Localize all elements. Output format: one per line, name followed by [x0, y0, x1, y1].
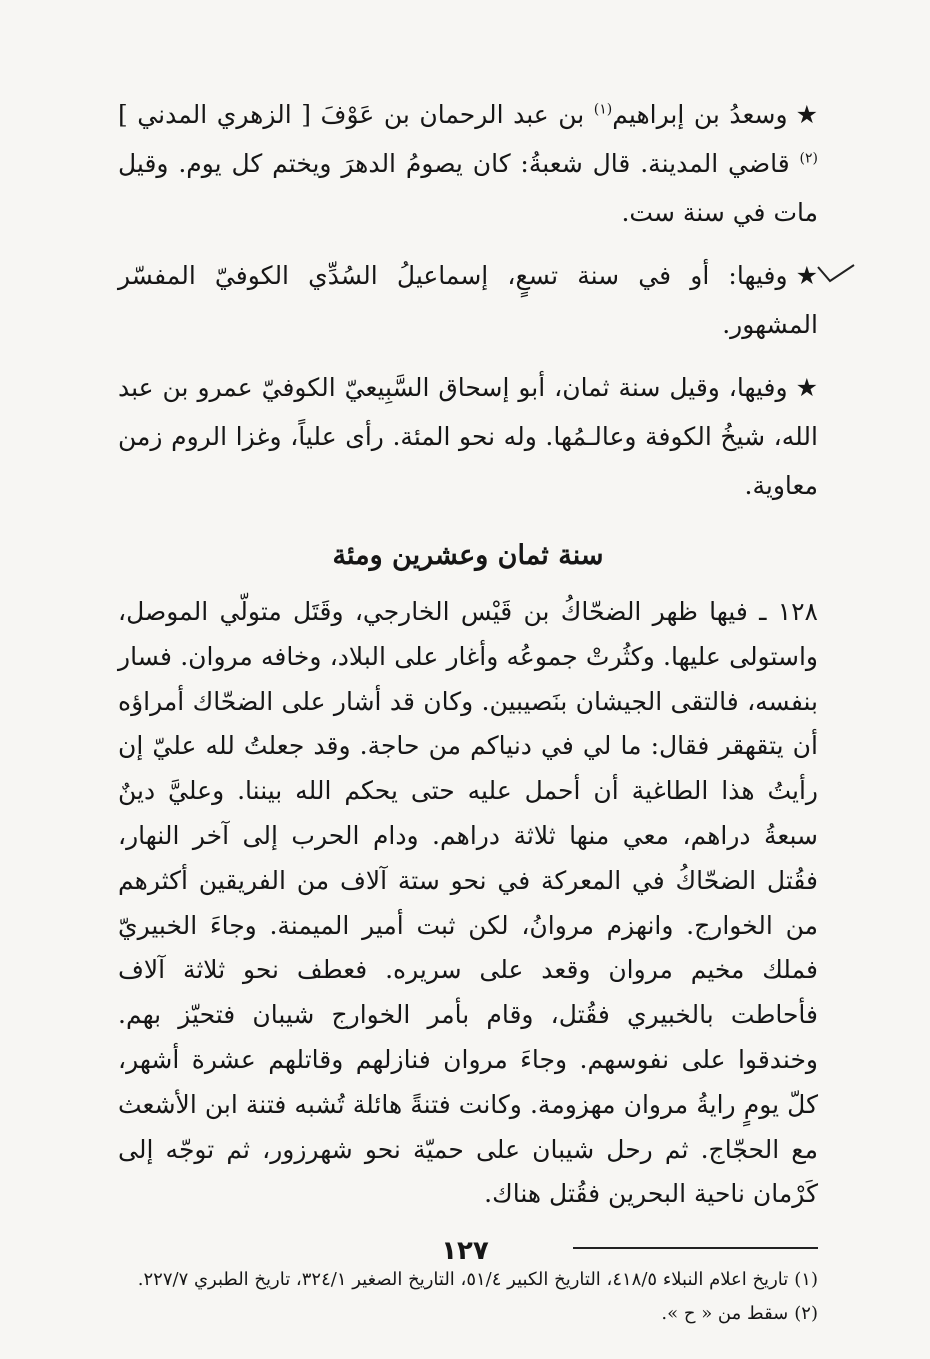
entry-text: وسعدُ بن إبراهيم: [612, 100, 788, 129]
footnote-2: [118, 1297, 818, 1331]
star-icon: ★: [795, 373, 818, 402]
biography-entry-saad: [118, 90, 818, 237]
margin-check-mark-icon: [816, 263, 856, 285]
footnote-ref-1[interactable]: (١): [593, 101, 613, 118]
entry-text: بن عبد الرحمان بن عَوْفَ [ الزهري المدني ]: [118, 100, 594, 129]
entry-text: قاضي المدينة. قال شعبةُ: كان يصومُ الدهرَ ويختم كل يوم. وقيل مات في سنة ست.: [118, 149, 818, 227]
footnote-1: [118, 1263, 818, 1297]
entry-text: وفيها، وقيل سنة ثمان، أبو إسحاق السَّبِيعيّ الكوفيّ عمرو بن عبد الله، شيخُ الكوفة وعالـمُها. وله نحو المئة. رأى علياً، وغزا الروم زمن معاوية.: [118, 373, 818, 500]
star-icon: ★: [795, 100, 818, 129]
biography-entry-suddi: [118, 251, 818, 349]
star-icon: ★: [795, 261, 818, 290]
footnote-ref-2[interactable]: (٢): [799, 150, 818, 167]
entry-text: وفيها: أو في سنة تسعٍ، إسماعيلُ السُدِّي الكوفيّ المفسّر المشهور.: [118, 261, 818, 339]
footnotes: [118, 1263, 818, 1331]
footnote-text: سقط من « ح ».: [661, 1303, 789, 1325]
year-128-paragraph: ١٢٨ ـ فيها ظهر الضحّاكُ بن قَيْس الخارجي، وقَتَل متولّي الموصل، واستولى عليها. وكثُرتْ جموعُه وأغار على البلاد، وخافه مروان. فسار بنفسه، فالتقى الجيشان بنَصيبين. وكان قد أشار على الضحّاك أمراؤه أن يتقهقر فقال: ما لي في دنياكم من حاجة. وقد جعلتُ لله عليّ إن رأيتُ هذا الطاغية أن أحمل عليه حتى يحكم الله بيننا. وعليَّ دينٌ سبعةُ دراهم، معي منها ثلاثة دراهم. ودام الحرب إلى آخر النهار، فقُتل الضحّاكُ في المعركة في نحو ستة آلاف من الفريقين أكثرهم من الخوارج. وانهزم مروانُ، لكن ثبت أمير الميمنة. وجاءَ الخبيريّ فملك مخيم مروان وقعد على سريره. فعطف نحو ثلاثة آلاف فأحاطت بالخبيري فقُتل، وقام بأمر الخوارج شيبان فتحيّز بهم. وخندقوا على نفوسهم. وجاءَ مروان فنازلهم وقاتلهم عشرة أشهر، كلّ يومٍ رايةُ مروان مهزومة. وكانت فتنةً هائلة تُشبه فتنة ابن الأشعث مع الحجّاج. ثم رحل شيبان على حميّة نحو شهرزور، ثم توجّه إلى كَرْمان ناحية البحرين فقُتل هناك.: [118, 597, 818, 1209]
page-number: ١٢٧: [441, 1236, 489, 1266]
footnote-number: (٢): [794, 1303, 818, 1325]
biography-entry-abu-ishaq: [118, 363, 818, 510]
year-heading: سنة ثمان وعشرين ومئة: [332, 540, 604, 571]
book-page: [118, 90, 818, 1331]
footnote-text: تاريخ اعلام النبلاء ٤١٨/٥، التاريخ الكبير ٥١/٤، التاريخ الصغير ٣٢٤/١، تاريخ الطبري ٢٢٧/٧.: [137, 1269, 789, 1291]
footnote-number: (١): [794, 1269, 818, 1291]
